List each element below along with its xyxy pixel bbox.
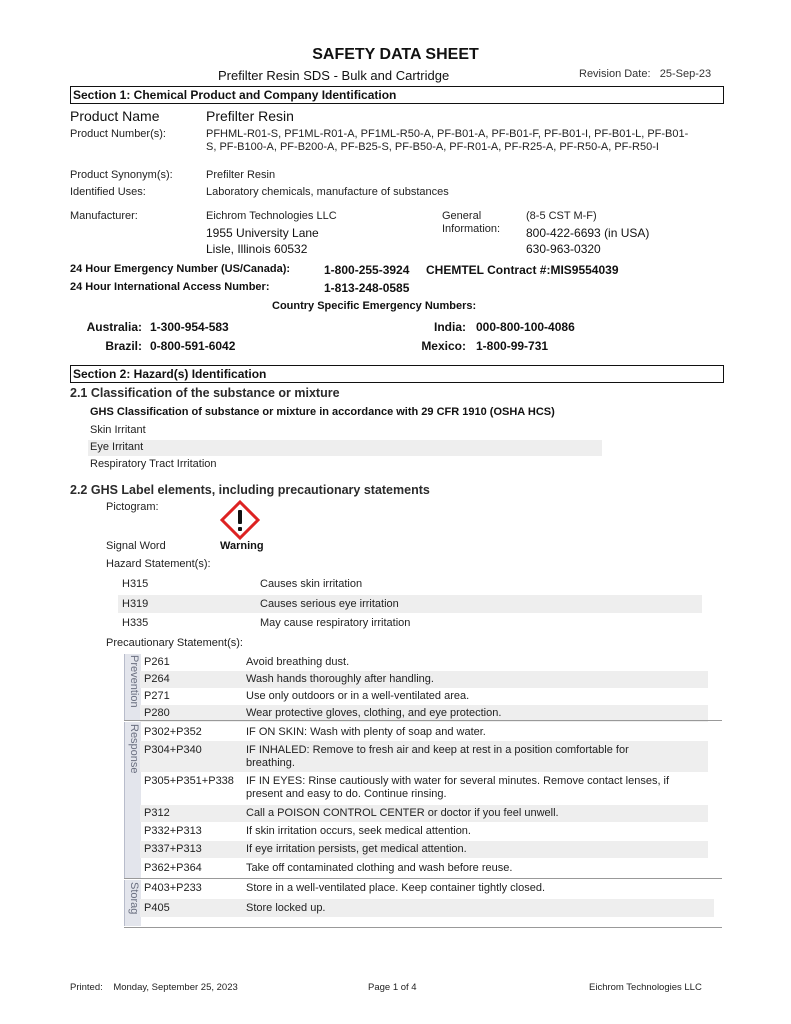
hazard-text: May cause respiratory irritation <box>260 617 411 629</box>
product-numbers: PFHML-R01-S, PF1ML-R01-A, PF1ML-R50-A, PF-B01-A, PF-B01-F, PF-B01-I, PF-B01-L, PF-B01-S, PF-B100-A, PF-B200-A, PF-B25-S, PF-B50-A, PF-R01-A, PF-R25-A, PF-R50-A, PF-R50-I <box>206 128 689 153</box>
manufacturer-label: Manufacturer: <box>70 210 138 222</box>
group-divider <box>124 720 722 721</box>
hazard-text: Causes skin irritation <box>260 578 363 590</box>
hazard-text: Causes serious eye irritation <box>260 598 399 610</box>
subsection-2-1-heading: 2.1 Classification of the substance or mixture <box>70 386 340 400</box>
product-numbers-label: Product Number(s): <box>70 128 166 140</box>
brazil-number: 0-800-591-6042 <box>150 339 236 353</box>
revision-value: 25-Sep-23 <box>659 68 712 80</box>
precaution-code: P264 <box>144 673 170 685</box>
ghs-classification-heading: GHS Classification of substance or mixture in accordance with 29 CFR 1910 (OSHA HCS) <box>90 406 555 418</box>
india-label: India: <box>434 320 466 334</box>
revision-date <box>579 68 711 80</box>
identified-uses-label: Identified Uses: <box>70 186 146 198</box>
precaution-text: Take off contaminated clothing and wash before reuse. <box>246 862 513 874</box>
product-name: Prefilter Resin <box>206 108 294 124</box>
response-group-label: Response <box>128 724 140 774</box>
general-info-label-2: Information: <box>442 223 501 235</box>
precaution-text: Store in a well-ventilated place. Keep container tightly closed. <box>246 882 546 894</box>
precaution-code: P305+P351+P338 <box>144 775 234 787</box>
storage-group-label: Storag <box>128 882 140 915</box>
international-number-label: 24 Hour International Access Number: <box>70 281 270 293</box>
precaution-code: P332+P313 <box>144 825 202 837</box>
identified-uses: Laboratory chemicals, manufacture of substances <box>206 186 449 198</box>
precaution-text: Avoid breathing dust. <box>246 656 350 668</box>
precaution-code: P403+P233 <box>144 882 202 894</box>
pictogram-label: Pictogram: <box>106 501 159 513</box>
classification-item: Skin Irritant <box>90 424 146 436</box>
hazard-code: H335 <box>122 617 149 629</box>
product-synonyms: Prefilter Resin <box>206 169 276 181</box>
manufacturer-name: Eichrom Technologies LLC <box>206 210 337 222</box>
product-name-label: Product Name <box>70 108 160 124</box>
general-hours: (8-5 CST M-F) <box>526 210 597 222</box>
country-numbers-heading: Country Specific Emergency Numbers: <box>272 300 477 312</box>
precaution-text: IF ON SKIN: Wash with plenty of soap and water. <box>246 726 486 738</box>
classification-item: Eye Irritant <box>90 441 144 453</box>
product-synonyms-label: Product Synonym(s): <box>70 169 173 181</box>
row-shade <box>118 595 702 613</box>
precaution-text: IF IN EYES: Rinse cautiously with water for several minutes. Remove contact lenses, if present and easy to do. Continue rinsing. <box>246 775 670 800</box>
precaution-text: If eye irritation persists, get medical attention. <box>246 843 467 855</box>
footer-company: Eichrom Technologies LLC <box>589 982 702 993</box>
classification-item: Respiratory Tract Irritation <box>90 458 217 470</box>
australia-label: Australia: <box>86 320 142 334</box>
section-2-heading: Section 2: Hazard(s) Identification <box>70 365 724 383</box>
precaution-text: Call a POISON CONTROL CENTER or doctor if you feel unwell. <box>246 807 559 819</box>
precaution-code: P405 <box>144 902 170 914</box>
document-title: SAFETY DATA SHEET <box>312 46 479 63</box>
general-phone-1: 800-422-6693 (in USA) <box>526 226 650 240</box>
precaution-text: IF INHALED: Remove to fresh air and keep at rest in a position comfortable for breathing. <box>246 744 629 769</box>
precaution-code: P312 <box>144 807 170 819</box>
precaution-code: P302+P352 <box>144 726 202 738</box>
group-divider <box>124 878 722 879</box>
signal-word: Warning <box>220 540 264 552</box>
manufacturer-street: 1955 University Lane <box>206 226 319 240</box>
hazard-code: H315 <box>122 578 149 590</box>
printed-date <box>70 982 238 993</box>
mexico-label: Mexico: <box>421 339 466 353</box>
page-number: Page 1 of 4 <box>368 982 417 993</box>
precaution-code: P337+P313 <box>144 843 202 855</box>
subsection-2-2-heading: 2.2 GHS Label elements, including precautionary statements <box>70 483 430 497</box>
precautionary-statements-label: Precautionary Statement(s): <box>106 637 243 649</box>
precaution-code: P280 <box>144 707 170 719</box>
precaution-text: Store locked up. <box>246 902 326 914</box>
signal-word-label: Signal Word <box>106 540 166 552</box>
emergency-number: 1-800-255-3924 <box>324 263 410 277</box>
exclamation-mark-pictogram-icon <box>220 500 260 545</box>
precaution-text: Wear protective gloves, clothing, and eye protection. <box>246 707 502 719</box>
chemtel-contract: CHEMTEL Contract #:MIS9554039 <box>426 263 619 277</box>
general-info-label-1: General <box>442 210 482 222</box>
printed-value: Monday, September 25, 2023 <box>113 982 238 993</box>
precaution-code: P271 <box>144 690 170 702</box>
printed-label: Printed: <box>70 982 103 993</box>
row-shade <box>140 899 714 917</box>
manufacturer-city: Lisle, Illinois 60532 <box>206 242 308 256</box>
revision-label: Revision Date: <box>579 68 651 80</box>
row-shade <box>88 440 602 456</box>
general-phone-2: 630-963-0320 <box>526 242 601 256</box>
australia-number: 1-300-954-583 <box>150 320 229 334</box>
precaution-text: Wash hands thoroughly after handling. <box>246 673 434 685</box>
prevention-group-label: Prevention <box>128 655 140 708</box>
precaution-code: P261 <box>144 656 170 668</box>
precaution-code: P304+P340 <box>144 744 202 756</box>
document-subtitle: Prefilter Resin SDS - Bulk and Cartridge <box>218 68 450 83</box>
precaution-code: P362+P364 <box>144 862 202 874</box>
brazil-label: Brazil: <box>105 339 142 353</box>
group-divider <box>124 927 722 928</box>
hazard-statements-label: Hazard Statement(s): <box>106 558 211 570</box>
precaution-text: If skin irritation occurs, seek medical attention. <box>246 825 471 837</box>
mexico-number: 1-800-99-731 <box>476 339 549 353</box>
hazard-code: H319 <box>122 598 149 610</box>
international-number: 1-813-248-0585 <box>324 281 410 295</box>
emergency-number-label: 24 Hour Emergency Number (US/Canada): <box>70 263 291 275</box>
precaution-text: Use only outdoors or in a well-ventilated area. <box>246 690 470 702</box>
india-number: 000-800-100-4086 <box>476 320 575 334</box>
section-1-heading: Section 1: Chemical Product and Company Identification <box>70 86 724 104</box>
